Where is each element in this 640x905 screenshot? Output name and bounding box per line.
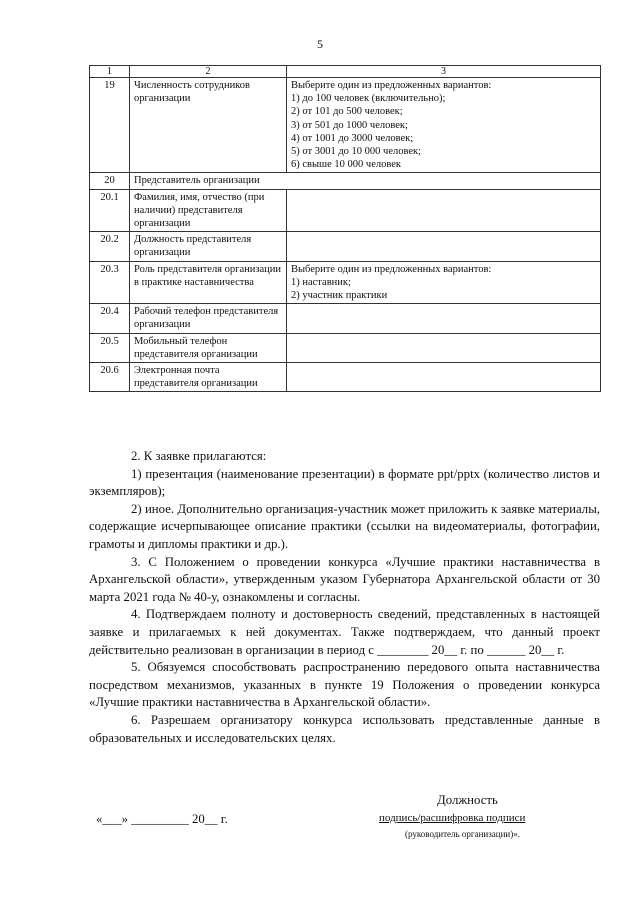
application-table (89, 65, 601, 392)
table-row (90, 78, 601, 173)
option-line: 6) свыше 10 000 человек (291, 159, 402, 171)
table-header-row (90, 66, 601, 78)
row-options (287, 333, 601, 362)
row-label: Фамилия, имя, отчество (при наличии) представителя организации (130, 189, 287, 232)
row-number: 20.6 (90, 363, 130, 392)
row-options (287, 363, 601, 392)
page-number: 5 (317, 37, 323, 51)
row-number: 20 (90, 173, 130, 189)
row-options (287, 232, 601, 261)
header-cell: 2 (130, 66, 287, 78)
row-number: 20.4 (90, 304, 130, 333)
row-options (287, 304, 601, 333)
signature-note: (руководитель организации)». (405, 829, 520, 839)
row-label: Рабочий телефон представителя организации (130, 304, 287, 333)
table-row (90, 363, 601, 392)
option-line: 1) до 100 человек (включительно); (291, 93, 446, 105)
row-number: 19 (90, 78, 130, 173)
paragraph-permission: 6. Разрешаем организатору конкурса использовать представленные данные в образовательных и исследовательских целях. (89, 712, 600, 745)
table-row (90, 189, 601, 232)
paragraph-other: 2) иное. Дополнительно организация-участник может приложить к заявке материалы, содержащие исчерпывающее описание практики (ссылки на видеоматериалы, фотографии, грамоты и дипломы практики и др.). (89, 501, 600, 551)
table-row (90, 304, 601, 333)
paragraph-confirmation: 4. Подтверждаем полноту и достоверность сведений, представленных в настоящей заявке и прилагаемых к ней документах. Также подтверждаем, что данный проект действительно реализован в организации в период с ________ 20__ г. по ______ 20__ г. (89, 607, 600, 657)
row-options (287, 261, 601, 304)
row-number: 20.2 (90, 232, 130, 261)
option-line: 4) от 1001 до 3000 человек; (291, 132, 414, 144)
table-row (90, 232, 601, 261)
row-label: Представитель организации (130, 173, 601, 189)
option-line: 3) от 501 до 1000 человек; (291, 119, 408, 131)
option-line: 2) участник практики (291, 290, 388, 302)
signature-title: Должность (437, 793, 498, 807)
header-cell: 1 (90, 66, 130, 78)
paragraph-obligation: 5. Обязуемся способствовать распространению передового опыта наставничества посредством механизмов, указанных в пункте 19 Положения о проведении конкурса «Лучшие практики наставничества в Архангельской области». (89, 660, 600, 710)
row-number: 20.5 (90, 333, 130, 362)
row-label: Электронная почта представителя организации (130, 363, 287, 392)
row-options (287, 189, 601, 232)
row-number: 20.3 (90, 261, 130, 304)
row-label: Численность сотрудников организации (130, 78, 287, 173)
row-label: Мобильный телефон представителя организации (130, 333, 287, 362)
table-row (90, 173, 601, 189)
table-row (90, 333, 601, 362)
option-line: Выберите один из предложенных вариантов: (291, 80, 492, 91)
table-row (90, 261, 601, 304)
row-label: Должность представителя организации (130, 232, 287, 261)
option-line: 1) наставник; (291, 276, 351, 288)
option-line: 2) от 101 до 500 человек; (291, 106, 403, 118)
paragraph-regulation: 3. С Положением о проведении конкурса «Лучшие практики наставничества в Архангельской области», утвержденным указом Губернатора Архангельской области от 30 марта 2021 года № 40-у, ознакомлены и согласны. (89, 554, 600, 604)
row-label: Роль представителя организации в практике наставничества (130, 261, 287, 304)
option-line: Выберите один из предложенных вариантов: (291, 263, 492, 275)
paragraph-attachments: 2. К заявке прилагаются: (131, 449, 267, 463)
signature-line: подпись/расшифровка подписи (379, 812, 526, 824)
header-cell: 3 (287, 66, 601, 78)
body-text (89, 448, 600, 747)
option-line: 5) от 3001 до 10 000 человек; (291, 146, 422, 158)
paragraph-presentation: 1) презентация (наименование презентации) в формате ppt/pptx (количество листов и экземпляров); (89, 466, 600, 499)
row-number: 20.1 (90, 189, 130, 232)
row-options (287, 78, 601, 173)
date-line: «___» _________ 20__ г. (96, 812, 228, 826)
